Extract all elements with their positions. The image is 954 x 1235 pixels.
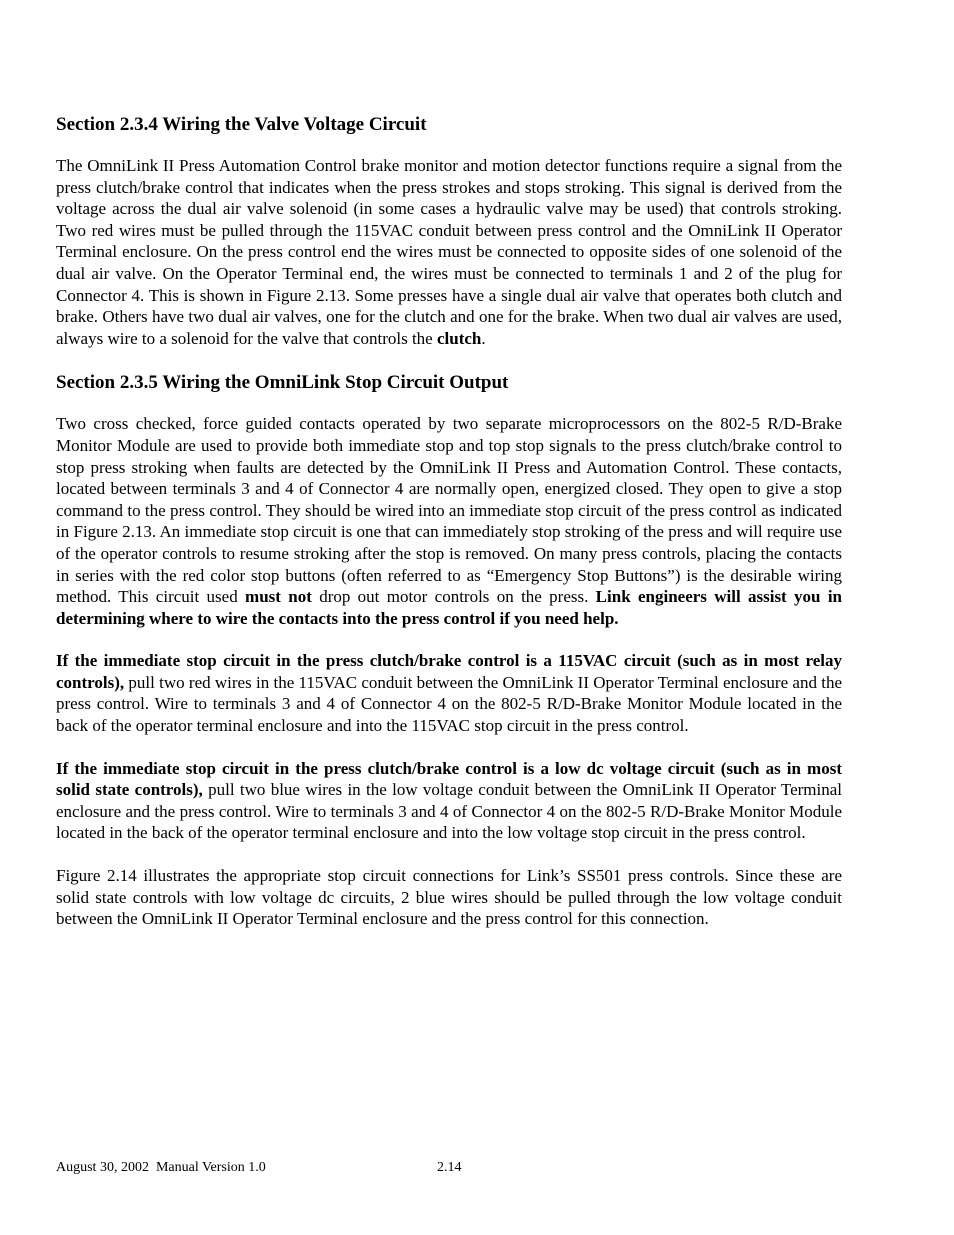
paragraph-text: pull two blue wires in the low voltage conduit between the OmniLink II Operator Terminal enclosure and the press control. Wire to terminals 3 and 4 of Connector 4 on the 802-5 R/D-Brake Monitor Module located in the back of the operator terminal enclosure and into the low voltage stop circuit in the press control. — [56, 780, 842, 843]
section-2-3-4-heading: Section 2.3.4 Wiring the Valve Voltage Circuit — [56, 114, 427, 135]
section-2-3-5-heading: Section 2.3.5 Wiring the OmniLink Stop Circuit Output — [56, 372, 509, 394]
footer-date-version: August 30, 2002 Manual Version 1.0 — [56, 1160, 266, 1175]
section-2-3-5-paragraph-4: Figure 2.14 illustrates the appropriate stop circuit connections for Link’s SS501 press controls. Since these are solid state controls with low voltage dc circuits, 2 blue wires should be pulled through the low voltage conduit between the OmniLink II Operator Terminal enclosure and the press control for this connection. — [56, 866, 842, 929]
paragraph-bold-text: clutch — [436, 328, 482, 348]
paragraph-text: The OmniLink II Press Automation Control brake monitor and motion detector functions require a signal from the press clutch/brake control that indicates when the press strokes and stops stroking. This signal is derived from the voltage across the dual air valve solenoid (in some cases a hydraulic valve may be used) that controls stroking. Two red wires must be pulled through the 115VAC conduit between press control and the OmniLink II Operator Terminal enclosure. On the press control end the wires must be connected to opposite sides of one solenoid of the dual air valve. On the Operator Terminal end, the wires must be connected to terminals 1 and 2 of the plug for Connector 4. This is shown in Figure 2.13. Some presses have a single dual air valve that operates both clutch and brake. Others have two dual air valves, one for the clutch and one for the brake. When two dual air valves are used, always wire to a solenoid for the valve that controls the — [56, 156, 842, 348]
paragraph-bold-text: must not — [245, 587, 312, 607]
footer-page-number: 2.14 — [437, 1160, 462, 1175]
paragraph-bold-text: If the immediate stop circuit in the press clutch/brake control is a low dc voltage circuit (such as in most solid state controls), — [56, 758, 842, 800]
document-page — [56, 112, 842, 951]
paragraph-text: drop out motor controls on the press. — [311, 587, 596, 607]
paragraph-end: . — [481, 328, 486, 348]
section-2-3-4-paragraph — [56, 155, 842, 349]
paragraph-text: Two cross checked, force guided contacts operated by two separate microprocessors on the 802-5 R/D-Brake Monitor Module are used to provide both immediate stop and top stop signals to the press clutch/brake control to stop press stroking when faults are detected by the OmniLink II Press and Automation Control. These contacts, located between terminals 3 and 4 of Connector 4 are normally open, energized closed. They open to give a stop command to the press control. They should be wired into an immediate stop circuit of the press control as indicated in Figure 2.13. An immediate stop circuit is one that can immediately stop stroking of the press and will require use of the operator controls to resume stroking after the stop is removed. On many press controls, placing the contacts in series with the red color stop buttons (often referred to as “Emergency Stop Buttons”) is the desirable wiring method. This circuit used — [56, 414, 842, 607]
paragraph-bold-text: If the immediate stop circuit in the press clutch/brake control is a 115VAC circuit (such as in most relay controls), — [56, 651, 842, 692]
section-2-3-5-paragraph-1 — [56, 413, 842, 629]
paragraph-text: pull two red wires in the 115VAC conduit between the OmniLink II Operator Terminal enclosure and the press control. Wire to terminals 3 and 4 of Connector 4 on the 802-5 R/D-Brake Monitor Module located in the back of the operator terminal enclosure and into the 115VAC stop circuit in the press control. — [56, 672, 842, 736]
paragraph-bold-text: Link engineers will assist you in determining where to wire the contacts into the press control if you need help. — [56, 587, 842, 628]
section-2-3-5-paragraph-2 — [56, 650, 842, 736]
section-2-3-5-paragraph-3 — [56, 758, 842, 844]
